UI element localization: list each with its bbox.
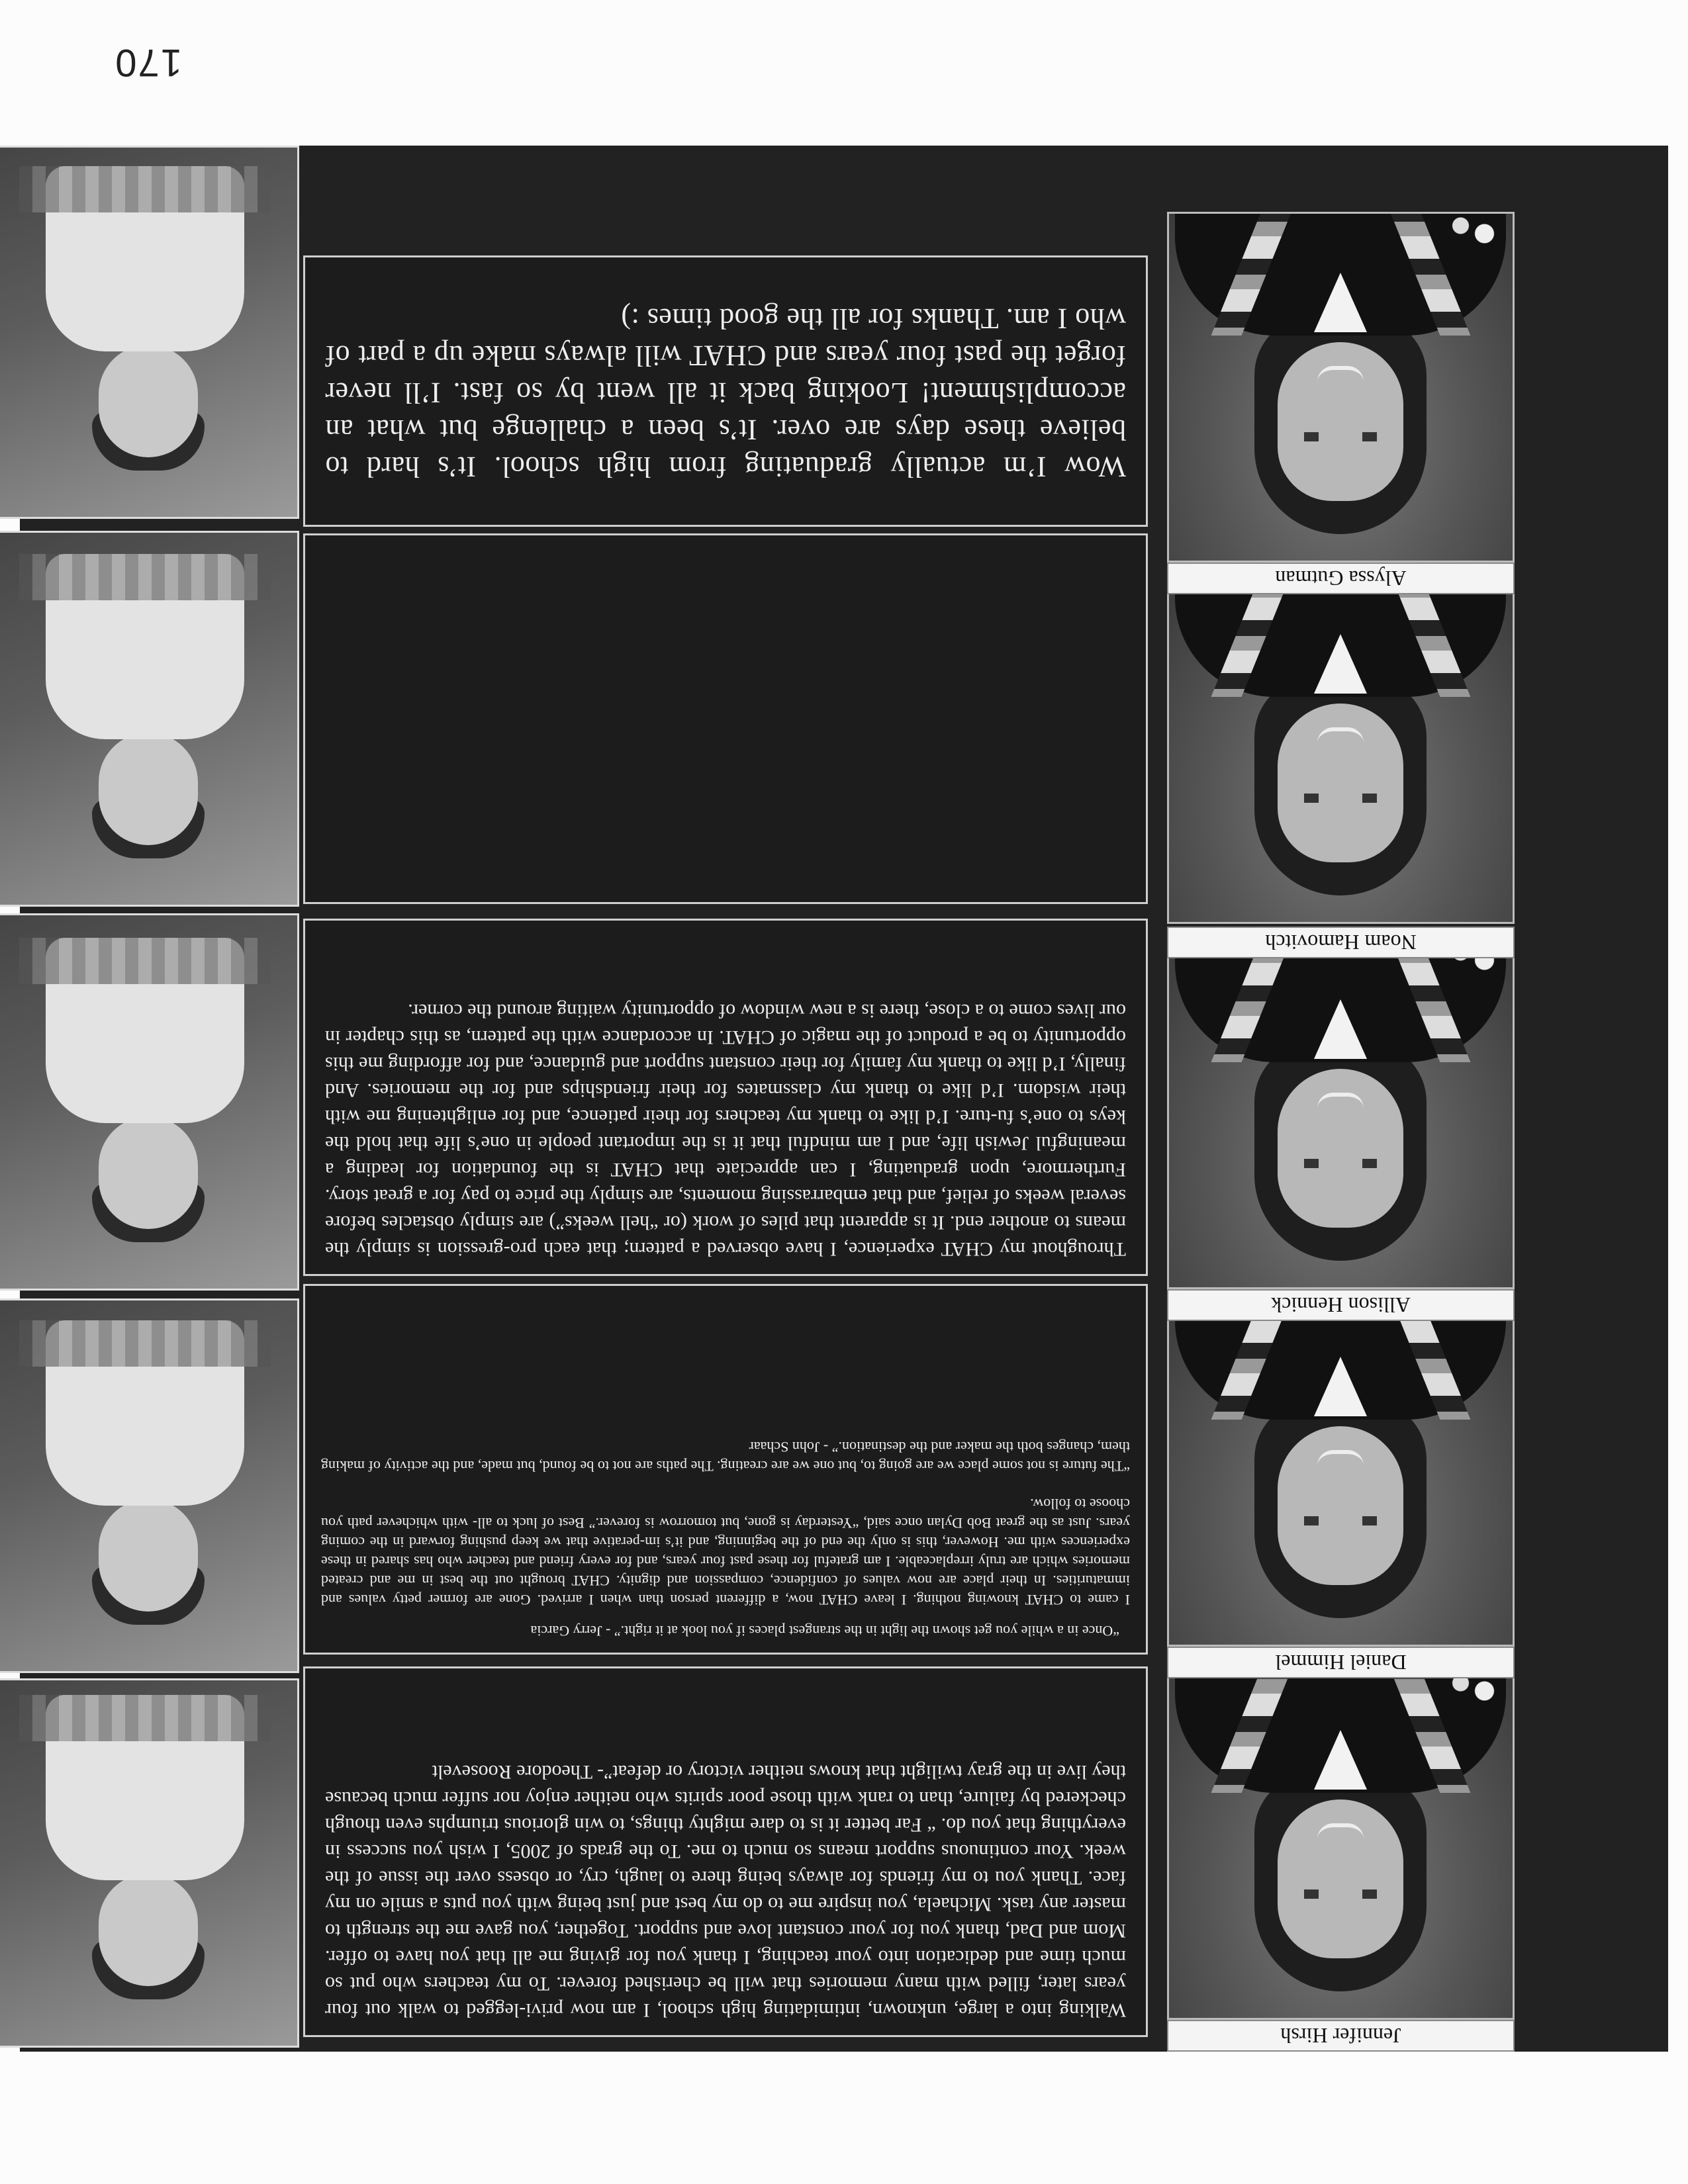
opening-quote: “Once in a while you get shown the light in the strangest places if you look at it right.” - Jerry Garcia (530, 1623, 1119, 1639)
senior-portrait (1167, 576, 1515, 924)
message-paragraph: Walking into a large, unknown, intimidating high school, I am now privi-legged to walk out four years later, filled with many memories that will be cherished forever. To my teachers who put so much time and dedication into your teaching, I thank you for giving me all that you have to offer. Mom and Dad, thank you for your constant love and support. Together, you gave me the strength to master any task. Michaela, you inspire me to do my best and just being with you puts a smile on my face. Thank you to my friends for always being there to laugh, cry, or obsess over the issue of the week. Your continuous support means so much to me. To the grads of 2005, I wish you success in everything that you do. “ Far better it is to dare mighty things, to win glorious triumphs even though checkered by failure, than to rank with those poor spirits who neither enjoy nor suffer much because they live in the gray twilight that knows neither victory or defeat”- Theodore Roosevelt (325, 1761, 1126, 2021)
message-paragraph: Wow I’m actually graduating from high school. It’s hard to believe these days are over. It’s been a challenge but what an accomplishment! Looking back it all went by so fast. I’ll never forget the past four years and CHAT will always make up a part of who I am. Thanks for all the good times :) (325, 302, 1126, 483)
senior-portrait (1167, 1652, 1515, 2020)
senior-name: Jennifer Hirsh (1167, 2020, 1515, 2052)
senior-message (303, 919, 1148, 1276)
page-number: 170 (114, 41, 182, 84)
senior-message (303, 255, 1148, 527)
senior-message (303, 1284, 1148, 1655)
closing-quote: “The future is not some place we are going to, but one we are creating. The paths are not to be found, but made, and the activity of making them, changes both the maker and the destination.” - John Schaar (321, 1439, 1130, 1475)
baby-photo (0, 913, 299, 1291)
senior-portrait (1167, 1292, 1515, 1647)
senior-name: Alyssa Gutman (1167, 563, 1515, 594)
senior-name: Daniel Himmel (1167, 1647, 1515, 1678)
senior-name: Noam Hamovitch (1167, 927, 1515, 958)
baby-photo (0, 1678, 299, 2048)
baby-photo (0, 1298, 299, 1673)
baby-photo (0, 146, 299, 519)
senior-message-empty (303, 533, 1148, 904)
senior-message (303, 1666, 1148, 2037)
baby-photo (0, 531, 299, 907)
yearbook-board (20, 146, 1668, 2052)
senior-portrait (1167, 212, 1515, 563)
message-paragraph: Throughout my CHAT experience, I have observed a pattern; that each pro-gression is simply the means to another end. It is apparent that piles of work (or “hell weeks”) are simply obstacles before several weeks of relief, and that embarrassing moments, are simply the price to pay for a great story. Furthermore, upon graduating, I can appreciate that CHAT is the foundation for leading a meaningful Jewish life, and I am mindful that it is the important people in one’s life that hold the keys to one’s fu-ture. I’d like to thank my teachers for their patience, and for enlightening me with their wisdom. I’d like to thank my classmates for their friendships and for the memories. And finally, I’d like to thank my family for their constant support and guidance, and for affording me this opportunity to be a product of the magic of CHAT. In accordance with the pattern, as this chapter in our lives come to a close, there is a new window of opportunity waiting around the corner. (325, 1000, 1126, 1260)
message-paragraph: I came to CHAT knowing nothing. I leave CHAT now, a different person than when I arrived. Gone are former petty values and immaturities. In their place are now values of confidence, compassion and dignity. CHAT brought out the best in me and created memories which are truly irreplaceable. I am grateful for these past four years, and for every friend and teacher who has shared in these experiences with me. However, this is only the end of the beginning, and it’s im-perative that we keep pushing forward in the coming years. Just as the great Bob Dylan once said, “Yesterday is gone, but tomorrow is forever.” Best of luck to all- with whichever path you choose to follow. (321, 1496, 1130, 1608)
senior-portrait (1167, 934, 1515, 1289)
senior-name: Allison Hennick (1167, 1289, 1515, 1321)
